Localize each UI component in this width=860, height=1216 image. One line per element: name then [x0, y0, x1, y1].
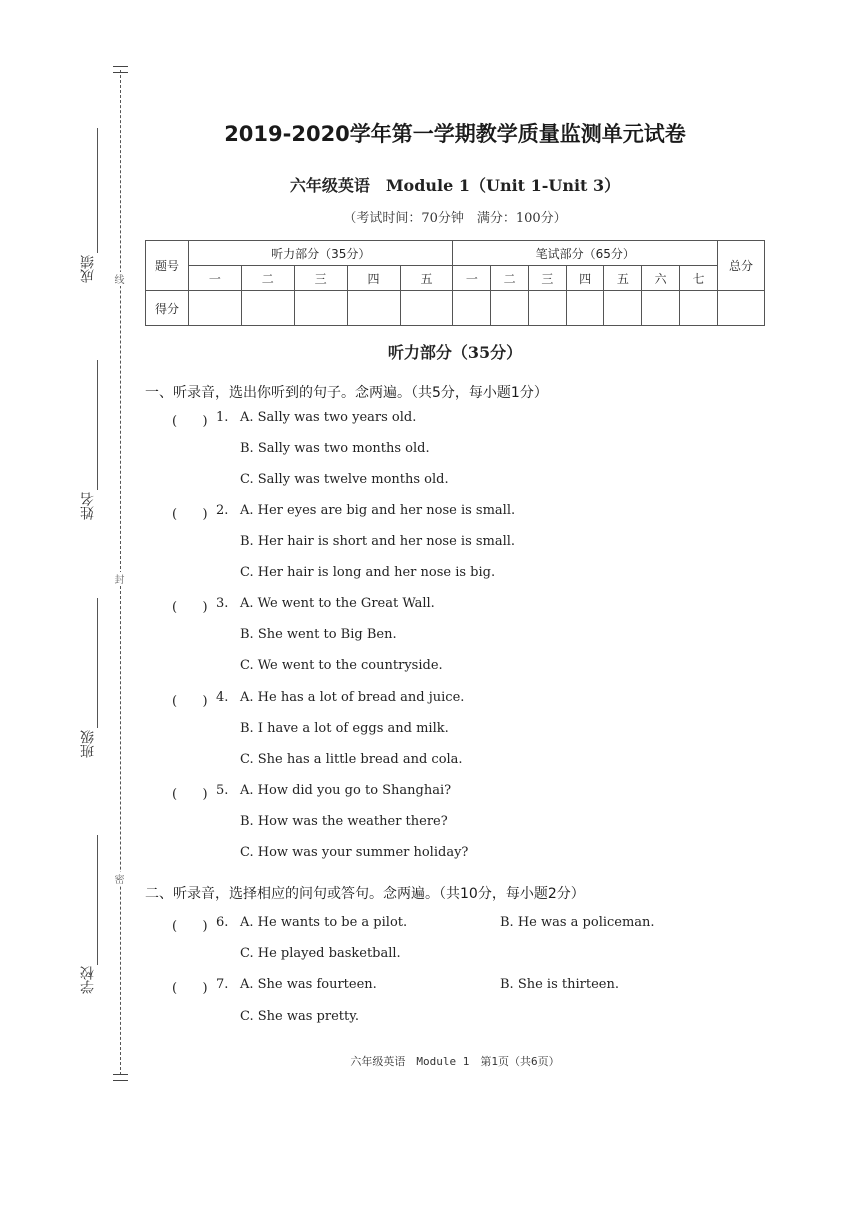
listening-col: 五 — [400, 266, 453, 291]
option: A. He wants to be a pilot. — [240, 915, 408, 930]
listening-col: 四 — [347, 266, 400, 291]
score-cell[interactable] — [347, 291, 400, 326]
question-number: 3. — [216, 596, 229, 611]
written-col: 五 — [604, 266, 642, 291]
listening-col: 二 — [241, 266, 294, 291]
field-label-class: 班级 — [80, 730, 96, 758]
option: C. Her hair is long and her nose is big. — [240, 565, 496, 580]
binding-tick-top-2 — [113, 72, 128, 73]
score-cell[interactable] — [294, 291, 347, 326]
option: A. She was fourteen. — [240, 977, 377, 992]
exam-subtitle: 六年级英语 Module 1（Unit 1-Unit 3） — [289, 176, 621, 195]
option: A. We went to the Great Wall. — [240, 596, 435, 611]
written-col: 七 — [679, 266, 717, 291]
question-number: 7. — [216, 977, 229, 992]
score-cell[interactable] — [566, 291, 604, 326]
score-cell[interactable] — [453, 291, 491, 326]
option: B. She went to Big Ben. — [240, 627, 397, 642]
option: B. Sally was two months old. — [240, 441, 430, 456]
score-cell[interactable] — [604, 291, 642, 326]
field-line-school[interactable] — [97, 835, 98, 965]
answer-blank[interactable]: ( ) — [172, 507, 208, 522]
field-line-class[interactable] — [97, 598, 98, 728]
score-table — [145, 240, 765, 326]
score-table-total-label: 总分 — [718, 241, 765, 291]
option: B. She is thirteen. — [500, 977, 619, 992]
score-cell[interactable] — [241, 291, 294, 326]
question-number: 4. — [216, 690, 229, 705]
listening-col: 一 — [189, 266, 242, 291]
answer-blank[interactable]: ( ) — [172, 694, 208, 709]
field-label-score: 成绩 — [80, 255, 96, 283]
section-title-listening: 听力部分（35分） — [387, 343, 523, 362]
score-cell[interactable] — [400, 291, 453, 326]
part1-heading: 一、听录音，选出你听到的句子。念两遍。（共5分，每小题1分） — [145, 385, 548, 401]
field-line-score[interactable] — [97, 128, 98, 253]
binding-mark-mi: 密 — [112, 874, 123, 884]
option: A. Sally was two years old. — [240, 410, 417, 425]
question-number: 1. — [216, 410, 229, 425]
option: B. How was the weather there? — [240, 814, 448, 829]
written-col: 二 — [491, 266, 529, 291]
score-table-listening-header: 听力部分（35分） — [189, 241, 453, 266]
option: C. He played basketball. — [240, 946, 401, 961]
answer-blank[interactable]: ( ) — [172, 600, 208, 615]
score-cell[interactable] — [528, 291, 566, 326]
part2-heading: 二、听录音，选择相应的问句或答句。念两遍。（共10分，每小题2分） — [145, 886, 585, 902]
written-col: 六 — [642, 266, 680, 291]
score-cell[interactable] — [642, 291, 680, 326]
option: A. How did you go to Shanghai? — [240, 783, 452, 798]
binding-tick-bottom-2 — [113, 1080, 128, 1081]
score-table-written-header: 笔试部分（65分） — [453, 241, 718, 266]
exam-info: （考试时间：70分钟 满分：100分） — [343, 211, 567, 226]
answer-blank[interactable]: ( ) — [172, 414, 208, 429]
option: C. We went to the countryside. — [240, 658, 443, 673]
binding-mark-feng: 封 — [112, 574, 123, 584]
option: C. She has a little bread and cola. — [240, 752, 463, 767]
score-cell[interactable] — [491, 291, 529, 326]
page-footer: 六年级英语 Module 1 第1页（共6页） — [350, 1055, 560, 1068]
option: B. He was a policeman. — [500, 915, 655, 930]
question-number: 6. — [216, 915, 229, 930]
field-line-name[interactable] — [97, 360, 98, 490]
option: C. Sally was twelve months old. — [240, 472, 449, 487]
exam-title: 2019-2020学年第一学期教学质量监测单元试卷 — [224, 122, 686, 146]
answer-blank[interactable]: ( ) — [172, 981, 208, 996]
score-cell[interactable] — [189, 291, 242, 326]
option: A. He has a lot of bread and juice. — [240, 690, 465, 705]
question-number: 5. — [216, 783, 229, 798]
score-row-label: 得分 — [146, 291, 189, 326]
score-table-topic-label: 题号 — [146, 241, 189, 291]
score-cell-total[interactable] — [718, 291, 765, 326]
written-col: 三 — [528, 266, 566, 291]
option: A. Her eyes are big and her nose is small. — [240, 503, 516, 518]
binding-tick-bottom — [113, 1074, 128, 1075]
binding-tick-top — [113, 66, 128, 67]
answer-blank[interactable]: ( ) — [172, 787, 208, 802]
field-label-school: 学校 — [80, 966, 96, 994]
binding-mark-xian: 线 — [112, 274, 123, 284]
written-col: 四 — [566, 266, 604, 291]
listening-col: 三 — [294, 266, 347, 291]
score-cell[interactable] — [679, 291, 717, 326]
answer-blank[interactable]: ( ) — [172, 919, 208, 934]
option: B. I have a lot of eggs and milk. — [240, 721, 449, 736]
question-number: 2. — [216, 503, 229, 518]
option: C. How was your summer holiday? — [240, 845, 469, 860]
option: B. Her hair is short and her nose is small. — [240, 534, 516, 549]
field-label-name: 姓名 — [80, 492, 96, 520]
written-col: 一 — [453, 266, 491, 291]
option: C. She was pretty. — [240, 1009, 359, 1024]
